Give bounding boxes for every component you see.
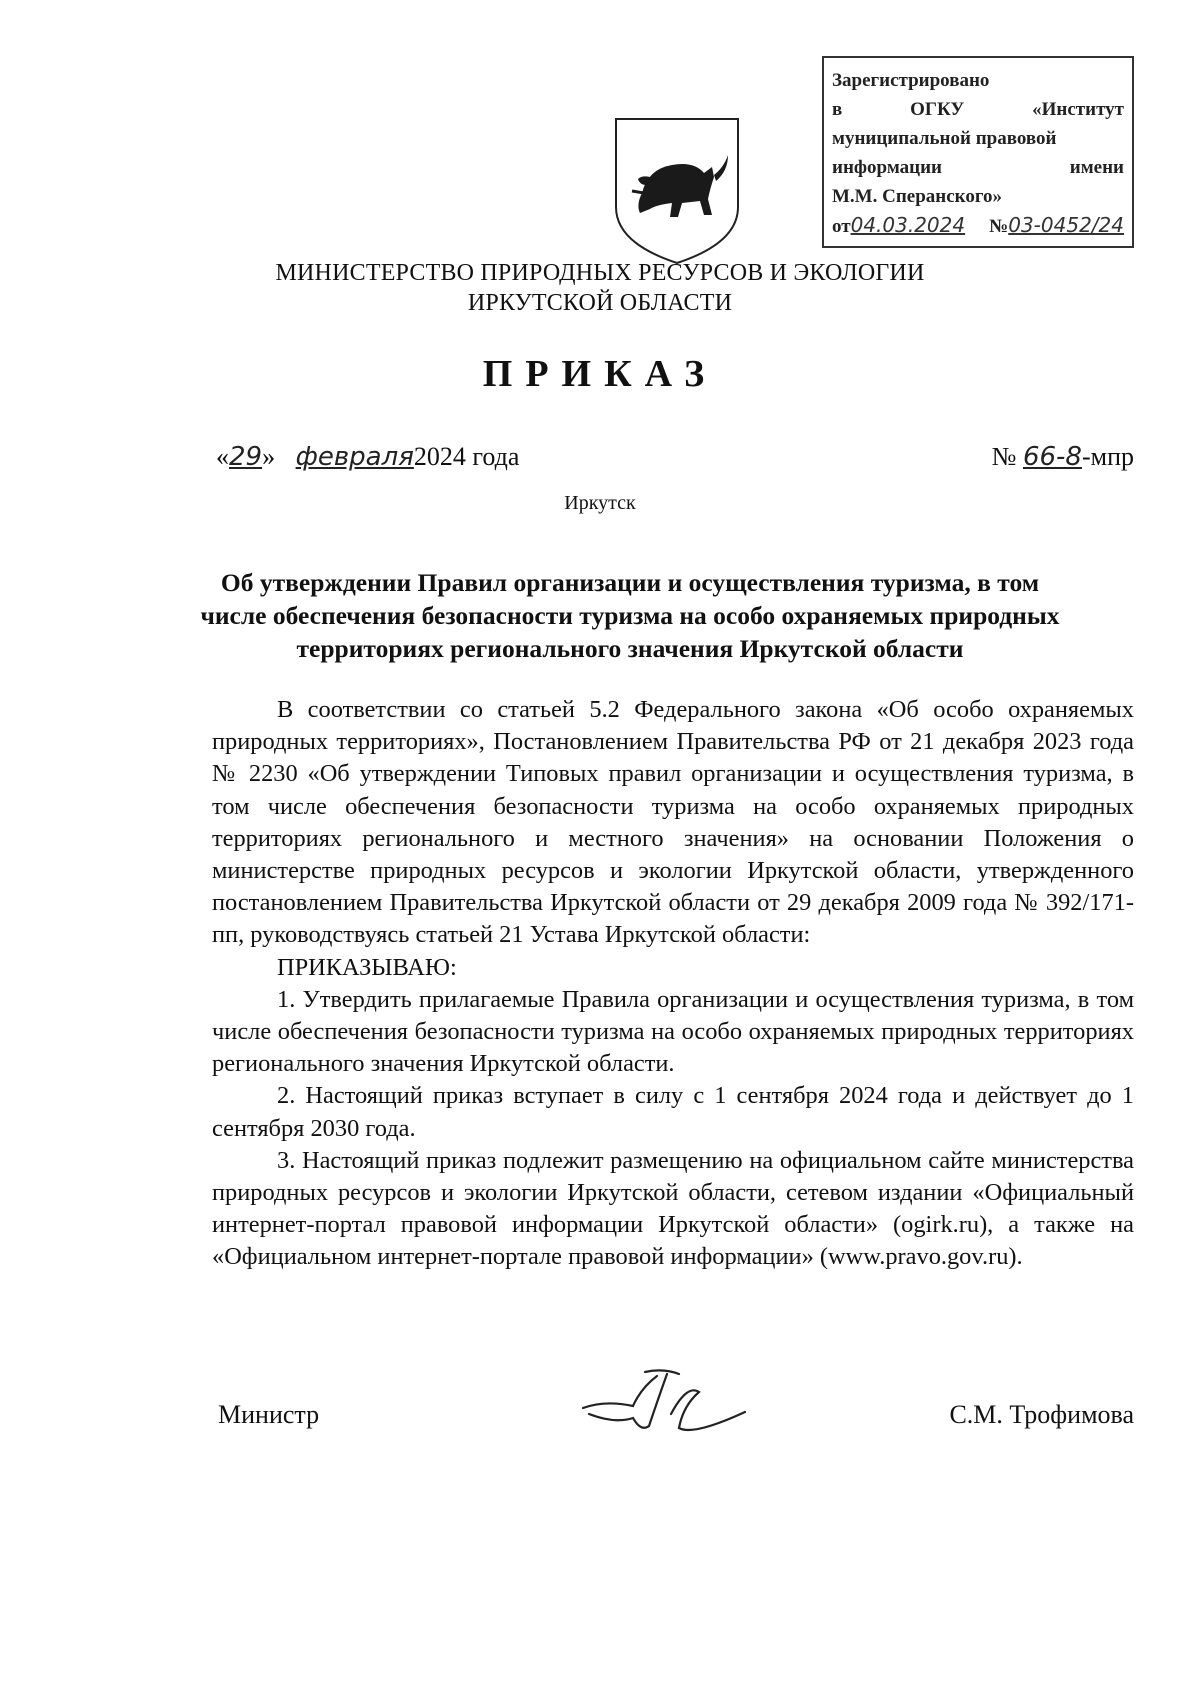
number-value: 66-8 <box>1022 442 1082 472</box>
stamp-line <box>832 66 1124 95</box>
stamp-text: Зарегистрировано <box>832 70 990 91</box>
stamp-text: ОГКУ <box>910 99 965 120</box>
stamp-line <box>832 124 1124 153</box>
document-body <box>212 694 1134 1274</box>
stamp-line <box>832 211 1124 241</box>
document-type: ПРИКАЗ <box>482 353 718 395</box>
order-item-2: 2. Настоящий приказ вступает в силу с 1 сентября 2024 года и действует до 1 сентября 2030 года. <box>212 1082 1134 1142</box>
signatory-name: С.М. Трофимова <box>949 1400 1134 1429</box>
document-number <box>992 442 1134 472</box>
ministry-name-line2: ИРКУТСКОЙ ОБЛАСТИ <box>467 290 733 316</box>
signatory-post: Министр <box>218 1400 320 1429</box>
document-date <box>216 442 519 472</box>
date-day: 29 <box>229 442 263 472</box>
handwritten-signature-icon <box>575 1362 755 1452</box>
stamp-date-prefix: от <box>832 216 851 237</box>
stamp-line <box>832 153 1124 182</box>
stamp-text: в <box>832 99 843 120</box>
date-year: 2024 года <box>413 442 520 471</box>
stamp-text: муниципальной правовой <box>832 128 1057 149</box>
ministry-name-line1: МИНИСТЕРСТВО ПРИРОДНЫХ РЕСУРСОВ И ЭКОЛОГИИ <box>275 260 925 286</box>
document-title: Об утверждении Правил организации и осуществления туризма, в том числе обеспечения безопасности туризма на особо охраняемых природных территориях регионального значения Иркутской области <box>200 568 1060 663</box>
date-open-quote: « <box>216 442 229 471</box>
stamp-text: «Институт <box>1032 99 1124 120</box>
date-month: февраля <box>295 442 414 472</box>
date-close-quote: » <box>262 442 276 471</box>
coat-of-arms-icon <box>612 115 742 267</box>
stamp-text: имени <box>1069 157 1124 178</box>
stamp-number-prefix: № <box>989 216 1009 237</box>
order-item-3: 3. Настоящий приказ подлежит размещению на официальном сайте министерства природных ресурсов и экологии Иркутской области, сетевом издании «Официальный интернет-портал правовой информации Иркутской области» (ogirk.ru), а также на «Официальном интернет-портале правовой информации» (www.pravo.gov.ru). <box>212 1146 1134 1271</box>
preamble-paragraph: В соответствии со статьей 5.2 Федерального закона «Об особо охраняемых природных территориях», Постановлением Правительства РФ от 21 декабря 2023 года № 2230 «Об утверждении Типовых правил организации и осуществления туризма, в том числе обеспечения безопасности туризма на особо охраняемых природных территориях регионального и местного значения» на основании Положения о министерстве природных ресурсов и экологии Иркутской области, утвержденного постановлением Правительства Иркутской области от 29 декабря 2009 года № 392/171-пп, руководствуясь статьей 21 Устава Иркутской области: <box>212 696 1134 949</box>
command-heading: ПРИКАЗЫВАЮ: <box>277 953 457 981</box>
order-item-1: 1. Утвердить прилагаемые Правила организации и осуществления туризма, в том числе обеспечения безопасности туризма на особо охраняемых природных территориях регионального значения Иркутской области. <box>212 985 1134 1078</box>
number-prefix: № <box>991 442 1017 471</box>
number-suffix: -мпр <box>1081 442 1134 471</box>
stamp-line <box>832 182 1124 211</box>
document-city: Иркутск <box>564 492 636 514</box>
registration-stamp <box>822 56 1134 248</box>
stamp-number: 03-0452/24 <box>1008 213 1124 237</box>
stamp-text: информации <box>832 157 942 178</box>
stamp-line <box>832 95 1124 124</box>
stamp-text: М.М. Сперанского» <box>832 186 1003 207</box>
stamp-date: 04.03.2024 <box>850 213 966 237</box>
